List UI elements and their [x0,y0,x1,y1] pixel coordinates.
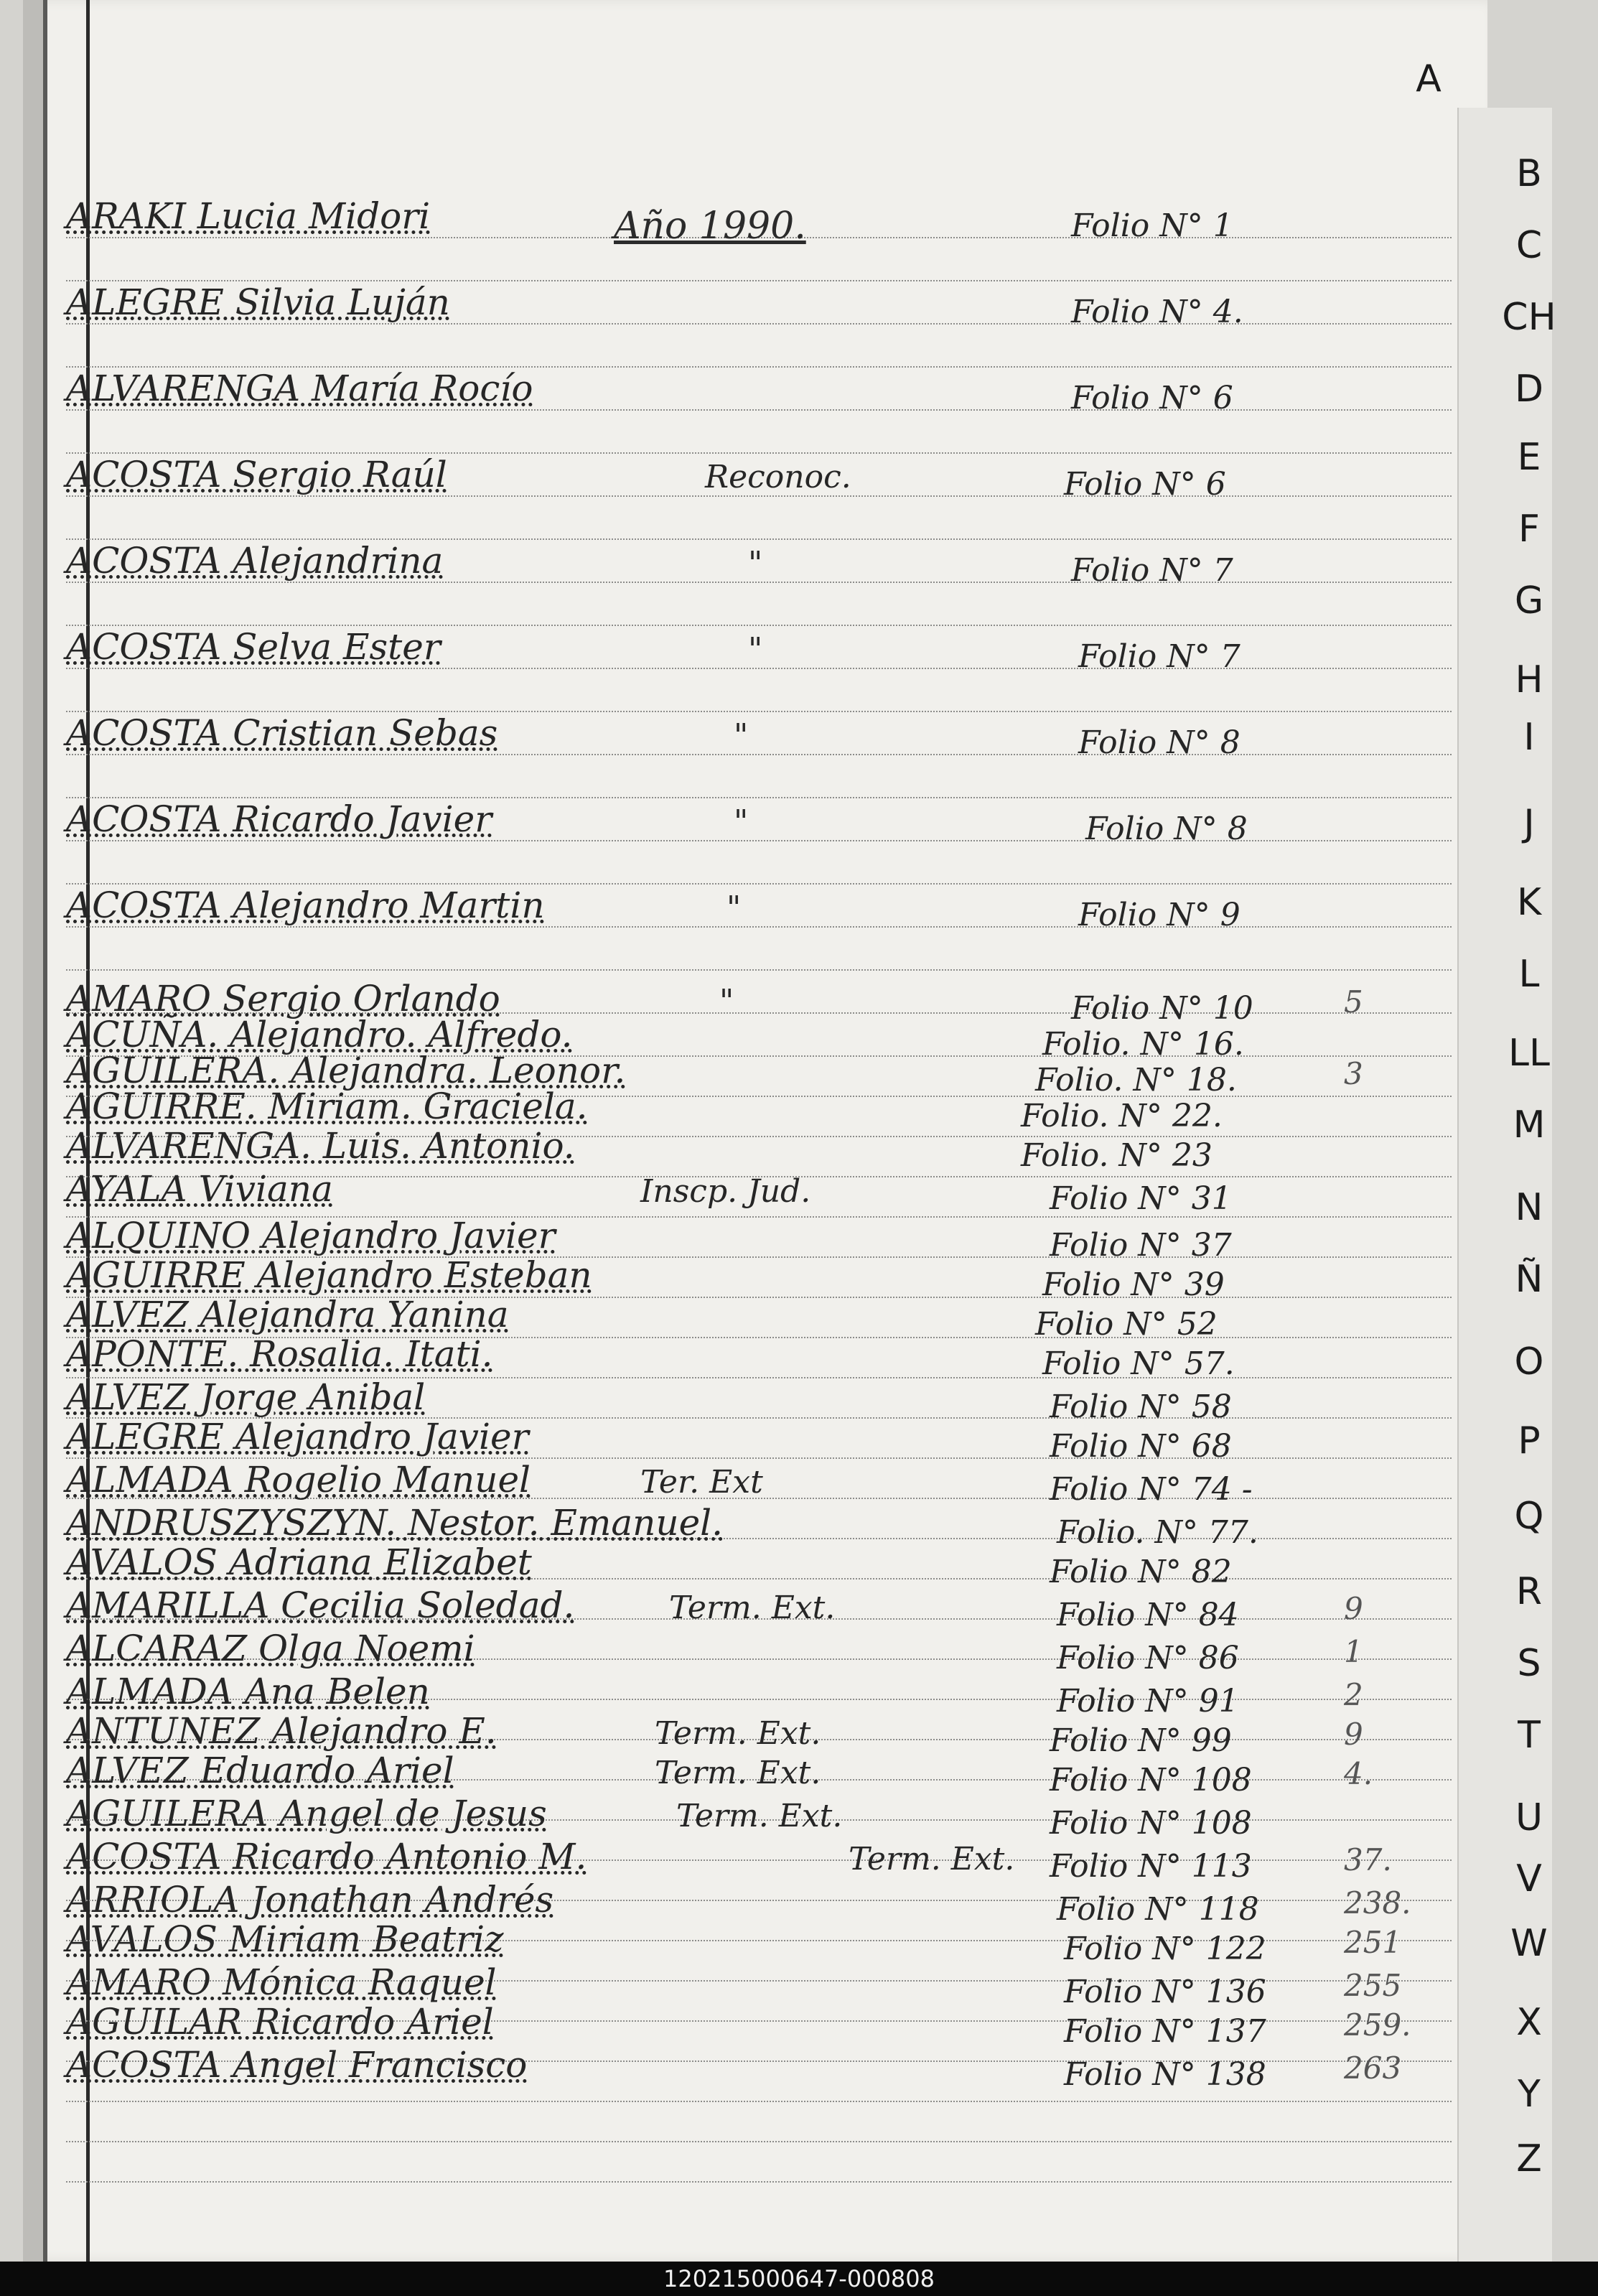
entry-name: AGUIRRE Alejandro Esteban [66,1254,592,1296]
entry-row [66,1583,1430,1633]
entry-row [66,1292,1430,1343]
entry-name: AGUILERA. Alejandra. Leonor. [66,1050,626,1091]
entry-row [66,711,1430,761]
index-tab-o[interactable]: O [1514,1340,1544,1383]
entry-folio: Folio N° 1 [1071,207,1233,244]
entry-row [66,1375,1430,1425]
entry-row [66,1084,1430,1134]
entry-folio: Folio N° 74 - [1050,1471,1253,1508]
entry-row [66,2043,1430,2093]
entry-folio: Folio N° 8 [1078,724,1240,761]
entry-name: AGUIRRE. Miriam. Graciela. [66,1086,588,1127]
entry-row [66,1834,1430,1885]
entry-note: Inscp. Jud. [640,1173,811,1210]
entry-row [66,1501,1430,1551]
entry-row [66,1253,1430,1303]
index-tab-s[interactable]: S [1517,1642,1541,1685]
entry-name: ARAKI Lucia Midori [66,195,431,237]
entry-folio: Folio N° 118 [1057,1891,1259,1928]
entry-margin-number: 4. [1344,1756,1373,1791]
entry-name: ALEGRE Silvia Luján [66,281,450,323]
entry-name: AMARILLA Cecilia Soledad. [66,1585,575,1626]
index-tab-z[interactable]: Z [1516,2137,1542,2180]
entry-margin-number: 238. [1344,1885,1411,1921]
entry-note: Reconoc. [705,459,851,495]
page-left-edge [23,0,43,2262]
entry-name: APONTE. Rosalia. Itati. [66,1333,493,1375]
entry-folio: Folio. N° 18. [1035,1062,1237,1098]
entry-row [66,1748,1430,1798]
entry-row [66,1917,1430,1967]
entry-folio: Folio. N° 23 [1021,1137,1212,1174]
entry-folio: Folio N° 84 [1057,1597,1239,1633]
entry-margin-number: 3 [1344,1056,1363,1091]
entry-name: ALVEZ Jorge Anibal [66,1376,426,1418]
entry-name: ACOSTA Alejandrina [66,540,444,582]
ruled-line [66,582,1452,583]
entry-row [66,1791,1430,1842]
entry-margin-number: 9 [1344,1591,1363,1626]
entry-margin-number: 263 [1344,2050,1402,2086]
entry-note: Term. Ext. [655,1755,821,1791]
index-tab-i[interactable]: I [1523,716,1535,759]
entry-row [66,1457,1430,1508]
entry-margin-number: 9 [1344,1717,1363,1752]
index-tab-x[interactable]: X [1516,2001,1542,2044]
entry-margin-number: 251 [1344,1925,1402,1960]
entry-note: " [719,983,734,1019]
entry-name: ALVEZ Eduardo Ariel [66,1750,454,1791]
entry-note: Term. Ext. [669,1590,836,1626]
index-tab-c[interactable]: C [1515,224,1543,267]
entry-name: ALVEZ Alejandra Yanina [66,1294,509,1335]
index-tab-q[interactable]: Q [1514,1495,1544,1538]
entry-name: ALMADA Ana Belen [66,1671,430,1712]
index-tab-r[interactable]: R [1515,1570,1543,1613]
entry-note: " [734,717,749,754]
entry-folio: Folio N° 39 [1042,1266,1225,1303]
entry-folio: Folio N° 10 [1071,990,1253,1027]
entry-folio: Folio N° 6 [1064,466,1226,503]
entry-row [66,1877,1430,1928]
entry-name: ACUÑA. Alejandro. Alfredo. [66,1014,573,1055]
ruled-line [66,495,1452,497]
index-tab-t[interactable]: T [1518,1714,1541,1757]
entry-folio: Folio. N° 77. [1057,1514,1258,1551]
entry-name: AVALOS Miriam Beatriz [66,1918,504,1960]
entry-folio: Folio N° 4. [1071,294,1243,330]
entry-folio: Folio N° 86 [1057,1640,1239,1676]
entry-row [66,1414,1430,1465]
entry-note: " [748,545,763,582]
entry-folio: Folio N° 31 [1050,1180,1232,1217]
ruled-line [66,409,1452,411]
entry-row [66,1669,1430,1719]
entry-row [66,625,1430,675]
entry-note: " [726,890,742,926]
entry-row [66,1709,1430,1759]
entry-folio: Folio N° 82 [1050,1554,1232,1590]
index-tab-k[interactable]: K [1516,881,1542,924]
index-tab-n[interactable]: N [1515,1186,1543,1229]
index-tab-g[interactable]: G [1514,579,1544,622]
index-tab-h[interactable]: H [1515,658,1543,701]
entry-name: AGUILAR Ricardo Ariel [66,2001,494,2043]
index-tab-ñ[interactable]: Ñ [1515,1258,1543,1301]
entry-note: Term. Ext. [655,1715,821,1752]
entry-folio: Folio N° 91 [1057,1683,1239,1719]
entry-name: AMARO Sergio Orlando [66,978,500,1019]
entry-folio: Folio N° 108 [1050,1762,1252,1798]
index-tab-m[interactable]: M [1513,1103,1546,1147]
entry-folio: Folio N° 138 [1064,2056,1266,2093]
entry-margin-number: 1 [1344,1634,1363,1669]
entry-note: " [748,631,763,668]
entry-folio: Folio N° 68 [1050,1428,1232,1465]
index-tab-b[interactable]: B [1516,152,1542,195]
entry-note: Ter. Ext [640,1464,763,1501]
ruled-line [66,323,1452,325]
entry-folio: Folio N° 99 [1050,1722,1232,1759]
ruled-line [66,926,1452,928]
entry-name: ARRIOLA Jonathan Andrés [66,1879,554,1921]
index-tab-u[interactable]: U [1515,1796,1543,1839]
entry-note: Term. Ext. [849,1841,1015,1877]
entry-row [66,1167,1430,1217]
entry-name: ALVARENGA. Luis. Antonio. [66,1125,575,1167]
entry-name: AGUILERA Angel de Jesus [66,1793,547,1834]
ruled-line [66,668,1452,669]
entry-folio: Folio N° 108 [1050,1805,1252,1842]
entry-folio: Folio N° 137 [1064,2013,1266,2050]
entry-name: ACOSTA Sergio Raúl [66,454,447,495]
index-tab-e[interactable]: E [1517,436,1541,479]
index-tab-v[interactable]: V [1516,1857,1542,1900]
entry-margin-number: 255 [1344,1968,1402,2003]
entry-row [66,366,1430,416]
entry-name: ACOSTA Ricardo Antonio M. [66,1836,587,1877]
ruled-line [66,969,1452,971]
entry-folio: Folio N° 122 [1064,1931,1266,1967]
entry-folio: Folio N° 52 [1035,1306,1218,1343]
entry-folio: Folio N° 113 [1050,1848,1252,1885]
ruled-line [66,2141,1452,2142]
entry-folio: Folio N° 8 [1085,811,1248,847]
entry-name: ACOSTA Cristian Sebas [66,712,498,754]
index-tab-l[interactable]: L [1518,953,1540,996]
entry-name: AYALA Viviana [66,1168,333,1210]
entry-folio: Folio. N° 22. [1021,1098,1223,1134]
entry-name: ALEGRE Alejandro Javier [66,1416,529,1457]
entry-row [66,452,1430,503]
entry-folio: Folio N° 7 [1071,552,1233,589]
entry-note: " [734,803,749,840]
entry-name: ALVARENGA María Rocío [66,368,533,409]
entry-folio: Folio N° 9 [1078,897,1240,933]
index-tab-ll[interactable]: LL [1508,1032,1550,1075]
entry-name: ANDRUSZYSZYN. Nestor. Emanuel. [66,1502,724,1544]
index-tab-p[interactable]: P [1518,1419,1541,1462]
entry-name: ALCARAZ Olga Noemi [66,1628,475,1669]
entry-name: AMARO Mónica Raquel [66,1961,497,2003]
entry-name: ACOSTA Alejandro Martin [66,885,545,926]
entry-folio: Folio N° 37 [1050,1227,1232,1264]
entry-name: ACOSTA Selva Ester [66,626,441,668]
entry-row [66,538,1430,589]
entry-folio: Folio N° 6 [1071,380,1233,416]
entry-row [66,1124,1430,1174]
entry-margin-number: 2 [1344,1677,1363,1712]
index-tab-a[interactable]: A [1416,57,1442,101]
entry-name: ALQUINO Alejandro Javier [66,1215,556,1256]
entry-note: Term. Ext. [676,1798,843,1834]
page-binding-edge [43,0,47,2262]
entry-row [66,797,1430,847]
index-tab-d[interactable]: D [1514,368,1544,411]
entry-name: ANTUNEZ Alejandro E. [66,1710,497,1752]
ruled-line [66,2181,1452,2183]
entry-folio: Folio N° 7 [1078,638,1240,675]
entry-name: ACOSTA Angel Francisco [66,2044,528,2086]
entry-row [66,883,1430,933]
page-title: Año 1990. [614,205,806,248]
index-tab-y[interactable]: Y [1518,2073,1541,2116]
entry-row [66,1213,1430,1264]
entry-margin-number: 37. [1344,1842,1392,1877]
entry-folio: Folio N° 57. [1042,1345,1235,1382]
entry-margin-number: 259. [1344,2007,1411,2043]
index-tab-j[interactable]: J [1523,802,1535,845]
entry-name: ACOSTA Ricardo Javier [66,798,492,840]
entry-margin-number: 5 [1344,984,1363,1019]
ruled-line [66,2101,1452,2102]
entry-folio: Folio N° 136 [1064,1974,1266,2010]
entry-row [66,1626,1430,1676]
entry-row [66,280,1430,330]
index-tab-w[interactable]: W [1510,1922,1548,1965]
entry-name: ALMADA Rogelio Manuel [66,1459,531,1501]
entry-folio: Folio N° 58 [1050,1389,1232,1425]
entry-row [66,1999,1430,2050]
entry-row [66,194,1430,244]
index-tab-ch[interactable]: CH [1502,296,1556,339]
entry-name: AVALOS Adriana Elizabet [66,1541,532,1583]
entry-row [66,1332,1430,1382]
entry-row [66,1960,1430,2010]
footer-id: 120215000647-000808 [0,2262,1598,2296]
entry-row [66,1540,1430,1590]
entry-folio: Folio. N° 16. [1042,1026,1244,1063]
index-tab-f[interactable]: F [1518,508,1540,551]
ruled-line [66,754,1452,755]
